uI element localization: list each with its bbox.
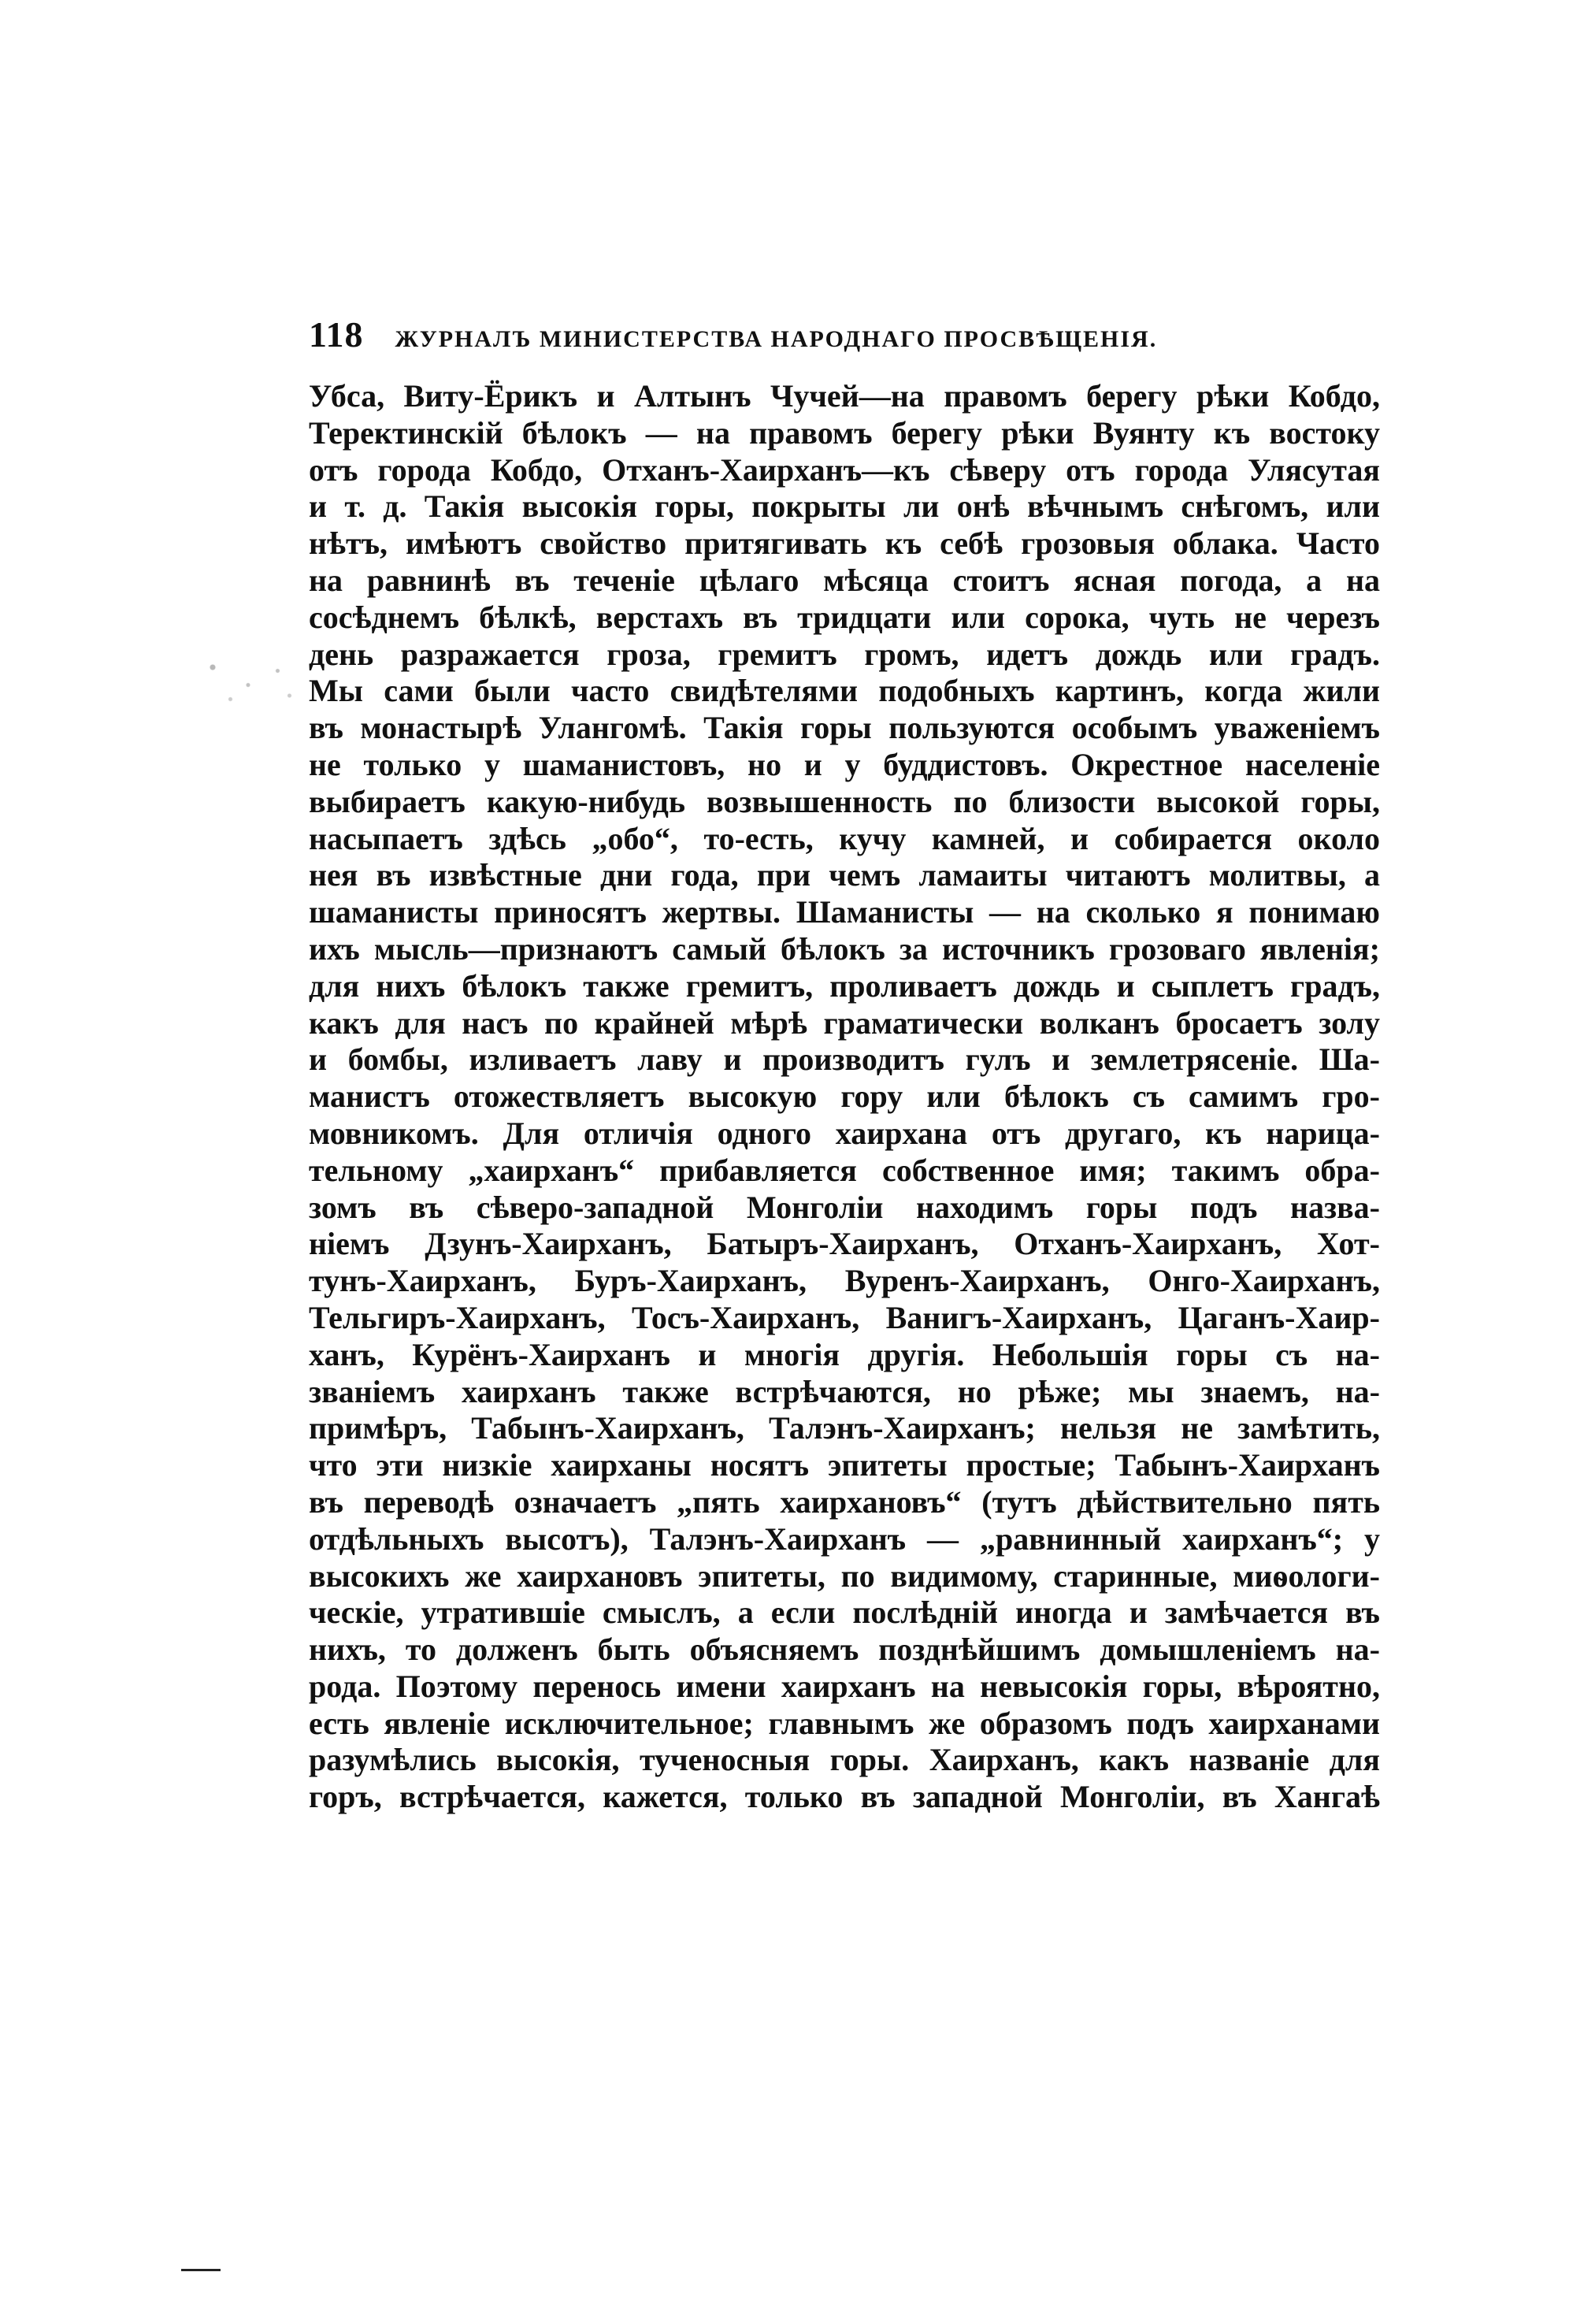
text-line: высокихъ же хаирхановъ эпитеты, по видимому, старинные, миѳологи- [309,1557,1380,1594]
text-line: выбираетъ какую-нибудь возвышенность по близости высокой горы, [309,783,1380,819]
text-line: сосѣднемъ бѣлкѣ, верстахъ въ тридцати или сорока, чуть не черезъ [309,599,1380,635]
text-line: и бомбы, изливаетъ лаву и производитъ гулъ и землетрясеніе. Ша- [309,1041,1380,1078]
text-line: насыпаетъ здѣсь „обо“, то-есть, кучу камней, и собирается около [309,820,1380,856]
text-line: на равнинѣ въ теченіе цѣлаго мѣсяца стоитъ ясная погода, а на [309,562,1380,598]
text-line: манистъ отожествляетъ высокую гору или бѣлокъ съ самимъ гро- [309,1078,1380,1115]
text-line: ханъ, Курёнъ-Хаирханъ и многія другія. Небольшія горы съ на- [309,1336,1380,1372]
text-line: не только у шаманистовъ, но и у буддистовъ. Окрестное населеніе [309,746,1380,782]
running-head [309,314,1411,361]
text-line: есть явленіе исключительное; главнымъ же образомъ подъ хаирханами [309,1705,1380,1741]
text-line: тельному „хаирханъ“ прибавляется собственное имя; такимъ обра- [309,1152,1380,1188]
text-line: что эти низкіе хаирханы носятъ эпитеты простые; Табынъ-Хаирханъ [309,1447,1380,1483]
text-line: день разражается гроза, гремитъ громъ, идетъ дождь или градъ. [309,636,1380,672]
text-line: нихъ, то долженъ быть объясняемъ позднѣйшимъ домышленіемъ на- [309,1632,1380,1668]
text-line: ческіе, утратившіе смыслъ, а если послѣдній иногда и замѣчается въ [309,1595,1380,1631]
text-line: нея въ извѣстные дни года, при чемъ ламаиты читаютъ молитвы, а [309,857,1380,893]
text-line: примѣръ, Табынъ-Хаирханъ, Талэнъ-Хаирханъ; нельзя не замѣтить, [309,1410,1380,1446]
text-line: какъ для насъ по крайней мѣрѣ граматически волканъ бросаетъ золу [309,1004,1380,1041]
text-line: званіемъ хаирханъ также встрѣчаются, но рѣже; мы знаемъ, на- [309,1373,1380,1409]
text-line: зомъ въ сѣверо-западной Монголіи находимъ горы подъ назва- [309,1189,1380,1225]
text-line: шаманисты приносятъ жертвы. Шаманисты — на сколько я понимаю [309,894,1380,930]
text-line: отъ города Кобдо, Отханъ-Хаирханъ—къ сѣверу отъ города Улясутая [309,451,1380,488]
text-line: въ монастырѣ Улангомѣ. Такія горы пользуются особымъ уваженіемъ [309,710,1380,746]
text-line: разумѣлись высокія, тученосныя горы. Хаирханъ, какъ названіе для [309,1742,1380,1778]
text-line: для нихъ бѣлокъ также гремитъ, проливаетъ дождь и сыплетъ градъ, [309,967,1380,1004]
text-line: нѣтъ, имѣютъ свойство притягивать къ себѣ грозовыя облака. Часто [309,525,1380,562]
ink-blot [189,646,307,717]
text-line: въ переводѣ означаетъ „пять хаирхановъ“ (тутъ дѣйствительно пять [309,1483,1380,1520]
text-line: ихъ мысль—признаютъ самый бѣлокъ за источникъ грозоваго явленія; [309,930,1380,967]
text-line: тунъ-Хаирханъ, Буръ-Хаирханъ, Вуренъ-Хаирханъ, Онго-Хаирханъ, [309,1263,1380,1299]
journal-title: ЖУРНАЛЪ МИНИСТЕРСТВА НАРОДНАГО ПРОСВѢЩЕНІЯ. [395,326,1158,352]
page-number: 118 [309,314,364,355]
text-line: Теректинскій бѣлокъ — на правомъ берегу рѣки Вуянту къ востоку [309,414,1380,451]
text-line: горъ, встрѣчается, кажется, только въ западной Монголіи, въ Хангаѣ [309,1779,1380,1815]
text-line: Убса, Виту-Ёрикъ и Алтынъ Чучей—на правомъ берегу рѣки Кобдо, [309,378,1380,414]
text-line: и т. д. Такія высокія горы, покрыты ли онѣ вѣчнымъ снѣгомъ, или [309,488,1380,525]
text-line: Тельгиръ-Хаирханъ, Тосъ-Хаирханъ, Ванигъ-Хаирханъ, Цаганъ-Хаир- [309,1299,1380,1335]
text-line: отдѣльныхъ высотъ), Талэнъ-Хаирханъ — „равнинный хаирханъ“; у [309,1520,1380,1557]
text-line: Мы сами были часто свидѣтелями подобныхъ картинъ, когда жили [309,673,1380,709]
text-line: рода. Поэтому перенось имени хаирханъ на невысокія горы, вѣроятно, [309,1668,1380,1704]
text-line: ніемъ Дзунъ-Хаирханъ, Батыръ-Хаирханъ, Отханъ-Хаирханъ, Хот- [309,1226,1380,1262]
text-line: мовникомъ. Для отличія одного хаирхана отъ другаго, къ нарица- [309,1115,1380,1151]
body-text [309,378,1380,1816]
margin-mark [181,2269,221,2271]
